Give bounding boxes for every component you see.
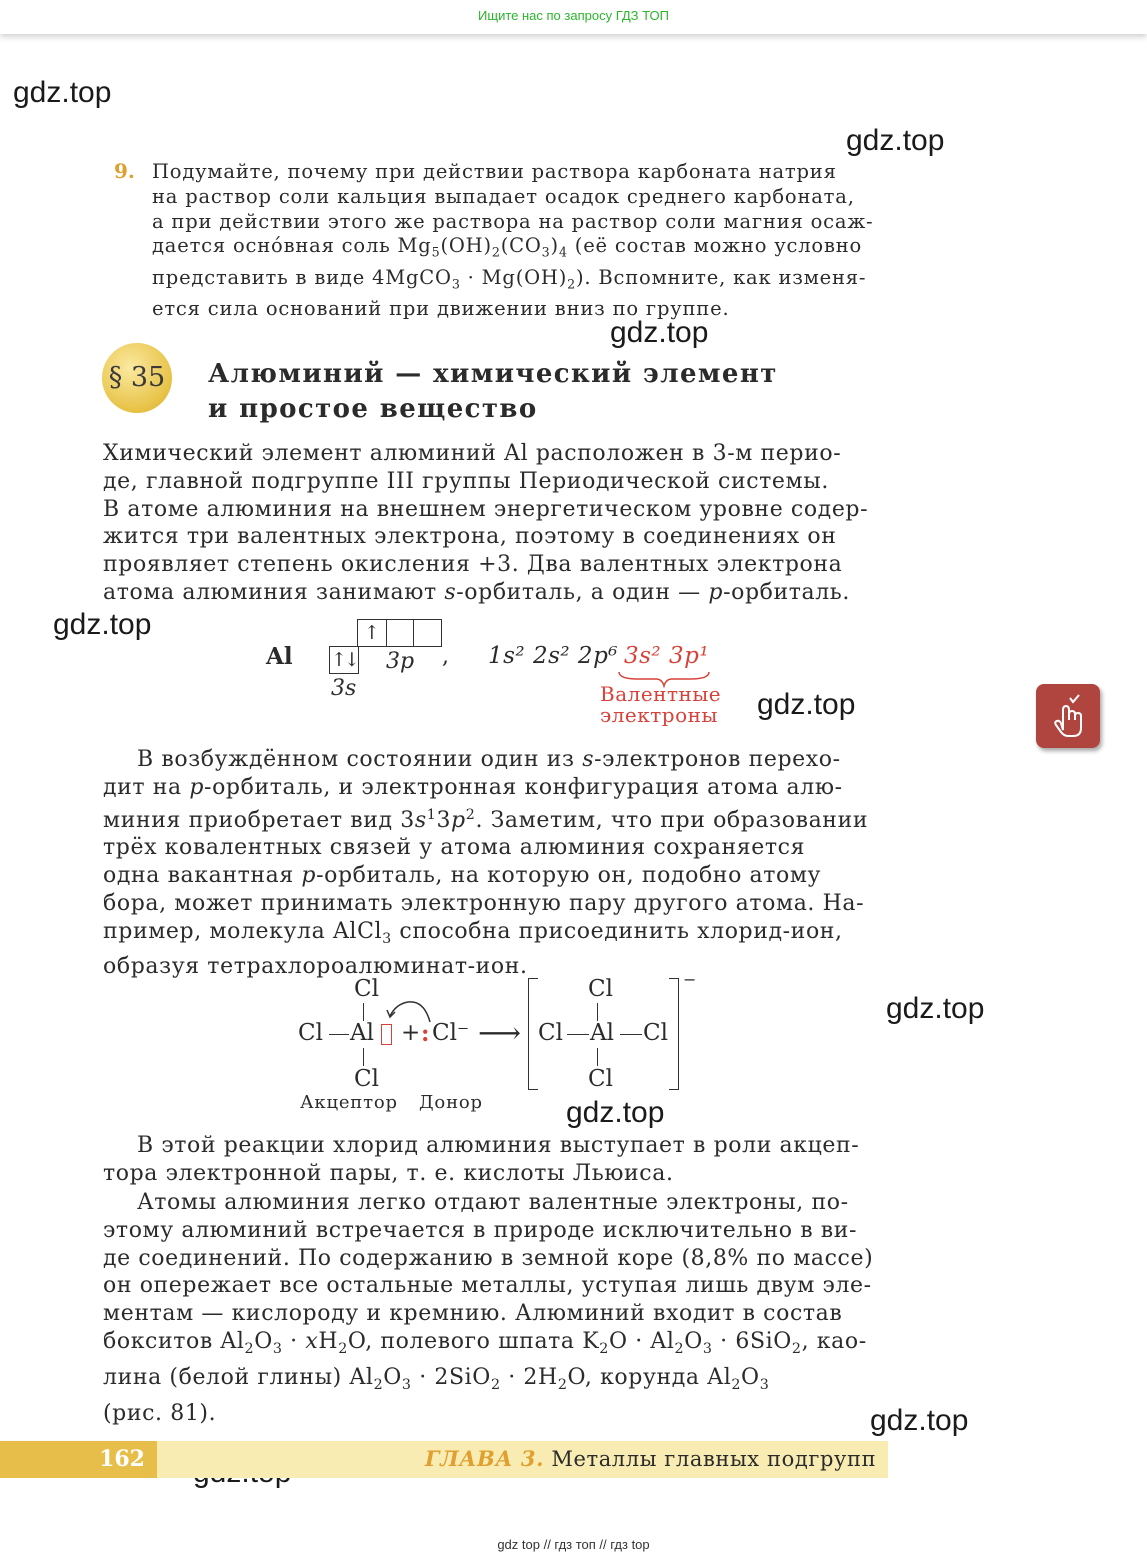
question-text	[152, 160, 889, 322]
text-line: де, главной подгруппе III группы Периодической системы.	[103, 468, 829, 494]
comma: ,	[442, 644, 449, 669]
orbital-3s-label: 3s	[331, 676, 357, 701]
text-line: атома алюминия занимают s-орбиталь, а один — p-орбиталь.	[103, 579, 850, 605]
text-line: ментам — кислороду и кремнию. Алюминий входит в состав	[103, 1301, 843, 1327]
electron-pair: :	[421, 1020, 430, 1047]
paragraph-excited-state	[103, 746, 889, 981]
text-line: бора, может принимать электронную пару другого атома. На-	[103, 890, 865, 916]
bracket-left	[528, 978, 538, 1090]
text-line: В этой реакции хлорид алюминия выступает в роли акцеп-	[137, 1133, 860, 1158]
text-line: В атоме алюминия на внешнем энергетическом уровне содер-	[103, 496, 869, 522]
hand-tap-icon	[1036, 684, 1100, 748]
watermark: gdz.top	[757, 688, 856, 721]
text-line: образуя тетрахлороалюминат-ион.	[103, 954, 528, 980]
text-line: ется сила оснований при движении вниз по группе.	[152, 296, 730, 320]
watermark: gdz.top	[566, 1096, 665, 1129]
chapter-number: ГЛАВА 3.	[425, 1446, 545, 1471]
section-badge: § 35	[102, 343, 172, 413]
aluminium-atom: Al	[350, 1020, 374, 1046]
valence-label	[600, 684, 721, 726]
text-line: Атомы алюминия легко отдают валентные электроны, по-	[137, 1190, 849, 1215]
top-banner	[0, 0, 1147, 34]
text-line: он опережает все остальные металлы, уступая лишь двум эле-	[103, 1273, 872, 1299]
valence-label-line: Валентные	[600, 682, 722, 706]
bracket-right	[669, 978, 679, 1090]
text-line: представить в виде 4MgCO$_3$ · $Mg(OH)_2$). Вспомните, как изменя-	[152, 265, 867, 292]
config-formula-core: 1s² 2s² 2p⁶	[488, 643, 619, 669]
orbital-3s-box: ↑↓	[329, 646, 359, 674]
chloride-ion: Cl⁻	[432, 1020, 470, 1046]
title-line: и простое вещество	[208, 394, 538, 424]
text-line: пример, молекула AlCl$_3$ способна присоединить хлорид-ион,	[103, 918, 843, 947]
paragraph-intro	[103, 440, 889, 607]
plus-sign: +	[401, 1020, 421, 1046]
text-line: Химический элемент алюминий Al расположен в 3-м перио-	[103, 441, 842, 466]
text-line: лина (белой глины) $Al_2O_3 \cdot 2SiO_2 \cdot 2H_2O$, корунда $Al_2O_3$	[103, 1364, 770, 1393]
valence-label-line: электроны	[600, 703, 718, 727]
donor-label: Донор	[419, 1092, 483, 1113]
bond-line	[363, 1048, 364, 1066]
text-line: этому алюминий встречается в природе исключительно в ви-	[103, 1217, 858, 1243]
bond-line	[597, 1048, 598, 1066]
question-number: 9.	[114, 159, 135, 183]
watermark: gdz.top	[870, 1404, 969, 1437]
text-line: дается оснóвная соль $Mg_5(OH)_2(CO_3)_4$ (её состав можно условно	[152, 234, 863, 260]
text-line: миния приобретает вид $3s^13p^2$. Заметим, что при образовании	[103, 806, 869, 833]
watermark: gdz.top	[53, 608, 152, 641]
watermark: gdz.top	[610, 316, 709, 349]
chlorine-right: Cl	[643, 1020, 668, 1046]
text-line: тора электронной пары, т. е. кислоты Льюиса.	[103, 1160, 674, 1186]
orbital-3p-box: ↑	[357, 619, 387, 647]
page-number: 162	[0, 1441, 157, 1478]
text-line: В возбуждённом состоянии один из s-электронов перехо-	[137, 747, 841, 772]
text-line: одна вакантная p-орбиталь, на которую он, подобно атому	[103, 863, 822, 889]
chlorine-left: Cl	[298, 1020, 323, 1046]
section-title	[208, 357, 778, 427]
vacant-orbital	[381, 1024, 392, 1045]
paragraph-occurrence	[103, 1189, 889, 1427]
text-line: жится три валентных электрона, поэтому в соединениях он	[103, 524, 837, 550]
orbital-3p-box	[414, 619, 442, 647]
chapter-title: Металлы главных подгрупп	[551, 1447, 877, 1471]
text-line: (рис. 81).	[103, 1400, 217, 1426]
bond-line	[329, 1034, 349, 1035]
watermark: gdz.top	[846, 124, 945, 157]
ion-charge: −	[683, 970, 697, 989]
gesture-button[interactable]	[1036, 684, 1100, 748]
text-line: а при действии этого же раствора на раствор соли магния осаж-	[152, 209, 874, 233]
watermark: gdz.top	[886, 992, 985, 1025]
bottom-links[interactable]: gdz top // гдз топ // гдз top	[497, 1537, 650, 1552]
top-banner-text: Ищите нас по запросу ГДЗ ТОП	[478, 8, 669, 23]
aluminium-atom: Al	[590, 1020, 614, 1046]
text-line: бокситов $Al_2O_3 \cdot xH_2O$, полевого шпата $K_2O \cdot Al_2O_3 \cdot 6SiO_2$, као-	[103, 1328, 867, 1357]
text-line: дит на p-орбиталь, и электронная конфигурация атома алю-	[103, 774, 843, 800]
chlorine-bottom: Cl	[588, 1066, 613, 1092]
orbital-3p-label: 3p	[386, 649, 415, 674]
chlorine-top: Cl	[354, 976, 379, 1002]
title-line: Алюминий — химический элемент	[208, 359, 778, 389]
acceptor-label: Акцептор	[300, 1092, 398, 1113]
text-line: проявляет степень окисления +3. Два валентных электрона	[103, 552, 843, 578]
bond-line	[567, 1034, 589, 1035]
donation-arrow	[384, 998, 436, 1024]
bond-line	[597, 1003, 598, 1021]
chlorine-bottom: Cl	[354, 1066, 379, 1092]
text-line: трёх ковалентных связей у атома алюминия сохраняется	[103, 835, 806, 861]
chapter-caption	[425, 1446, 876, 1471]
element-symbol: Al	[266, 643, 293, 670]
watermark: gdz.top	[13, 76, 112, 109]
text-line: де соединений. По содержанию в земной коре (8,8% по массе)	[103, 1245, 874, 1271]
bond-line	[620, 1034, 642, 1035]
bond-line	[363, 1003, 364, 1021]
reaction-arrow: ⟶	[478, 1016, 522, 1051]
config-formula-valence: 3s² 3p¹	[624, 643, 710, 669]
text-line: на раствор соли кальция выпадает осадок среднего карбоната,	[152, 184, 855, 208]
text-line: Подумайте, почему при действии раствора карбоната натрия	[152, 160, 837, 183]
orbital-3p-box	[386, 619, 414, 647]
chlorine-top: Cl	[588, 976, 613, 1002]
paragraph-lewis-acid	[103, 1132, 889, 1188]
chlorine-left: Cl	[538, 1020, 563, 1046]
